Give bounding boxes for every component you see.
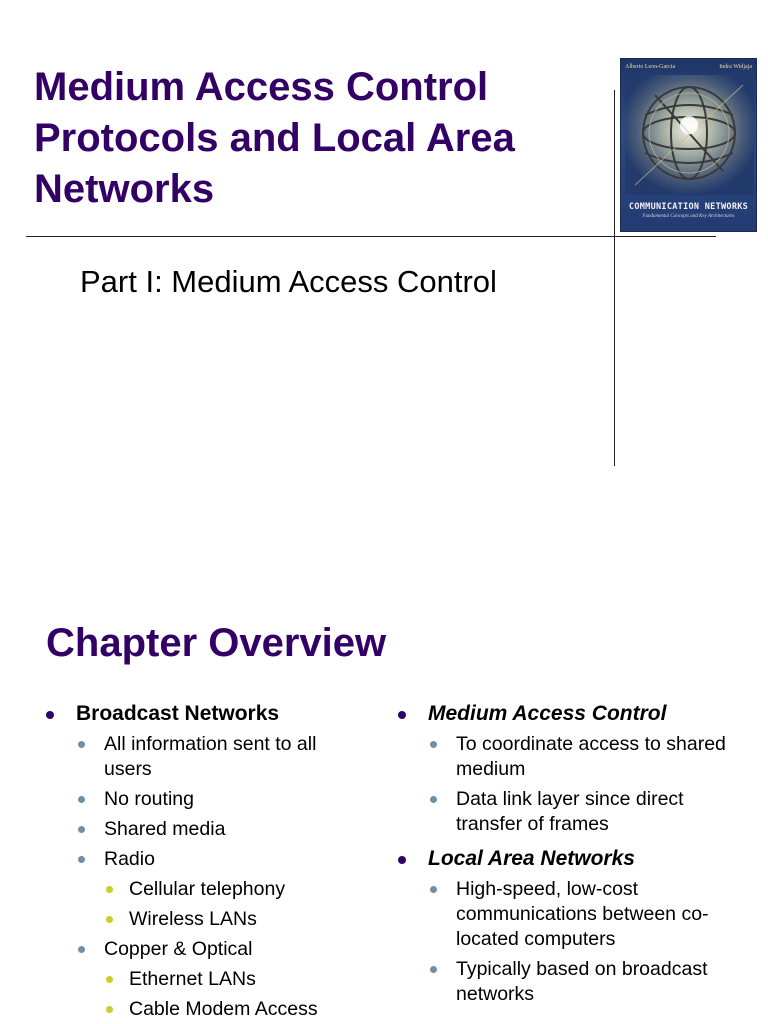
bullet-dot-icon bbox=[430, 966, 437, 973]
bullet-level2 bbox=[44, 787, 364, 812]
bullet-text: No routing bbox=[104, 788, 194, 810]
book-authors bbox=[625, 64, 752, 70]
bullet-text: Broadcast Networks bbox=[76, 702, 280, 725]
left-bullet-column bbox=[44, 700, 364, 1022]
book-cover-image bbox=[620, 58, 757, 232]
bullet-text: Data link layer since direct transfer of frames bbox=[456, 788, 684, 835]
bullet-level1 bbox=[396, 700, 736, 727]
bullet-text: Ethernet LANs bbox=[129, 968, 256, 990]
bullet-dot-icon bbox=[106, 1006, 113, 1013]
bullet-dot-icon bbox=[430, 741, 437, 748]
bullet-level1 bbox=[396, 845, 736, 872]
bullet-dot-icon bbox=[430, 886, 437, 893]
bullet-dot-icon bbox=[46, 711, 54, 719]
bullet-level2 bbox=[396, 732, 736, 782]
bullet-text: Shared media bbox=[104, 818, 226, 840]
bullet-text: Copper & Optical bbox=[104, 938, 253, 960]
bullet-level2 bbox=[44, 732, 364, 782]
bullet-text: Cable Modem Access bbox=[129, 998, 318, 1020]
bullet-dot-icon bbox=[78, 741, 85, 748]
bullet-text: Wireless LANs bbox=[129, 908, 257, 930]
bullet-text: Radio bbox=[104, 848, 155, 870]
book-title-band bbox=[621, 199, 756, 229]
slide-subtitle: Part I: Medium Access Control bbox=[80, 264, 497, 299]
bullet-level2 bbox=[396, 787, 736, 837]
book-author: Indra Widjaja bbox=[719, 64, 752, 70]
title-line: Medium Access Control bbox=[34, 65, 489, 109]
bullet-level3 bbox=[44, 907, 364, 932]
bullet-dot-icon bbox=[398, 711, 406, 719]
bullet-dot-icon bbox=[106, 886, 113, 893]
bullet-level3 bbox=[44, 967, 364, 992]
title-line: Networks bbox=[34, 167, 215, 211]
bullet-dot-icon bbox=[398, 856, 406, 864]
right-bullet-column bbox=[396, 700, 736, 1007]
bullet-text: Typically based on broadcast networks bbox=[456, 958, 708, 1005]
bullet-text: Medium Access Control bbox=[428, 702, 667, 725]
bullet-dot-icon bbox=[106, 916, 113, 923]
bullet-text: Local Area Networks bbox=[428, 847, 635, 870]
slide-title bbox=[34, 62, 614, 215]
bullet-text: Cellular telephony bbox=[129, 878, 286, 900]
overview-slide bbox=[0, 600, 768, 1024]
bullet-dot-icon bbox=[78, 856, 85, 863]
globe-sculpture-illustration bbox=[625, 75, 754, 195]
bullet-level3 bbox=[44, 877, 364, 902]
vertical-divider bbox=[614, 90, 615, 466]
title-line: Protocols and Local Area bbox=[34, 116, 515, 160]
bullet-level2 bbox=[44, 847, 364, 872]
bullet-level2 bbox=[396, 957, 736, 1007]
bullet-level2 bbox=[44, 937, 364, 962]
book-title: COMMUNICATION NETWORKS bbox=[628, 202, 749, 212]
book-author: Alberto Leon-Garcia bbox=[625, 64, 676, 70]
slide-title: Chapter Overview bbox=[46, 621, 387, 665]
bullet-level2 bbox=[396, 877, 736, 952]
bullet-text: To coordinate access to shared medium bbox=[456, 733, 726, 780]
horizontal-divider bbox=[26, 236, 716, 237]
bullet-dot-icon bbox=[78, 796, 85, 803]
bullet-text: All information sent to all users bbox=[104, 733, 317, 780]
bullet-dot-icon bbox=[106, 976, 113, 983]
book-subtitle: Fundamental Concepts and Key Architectures bbox=[642, 214, 735, 219]
bullet-dot-icon bbox=[78, 826, 85, 833]
bullet-level2 bbox=[44, 817, 364, 842]
bullet-text: High-speed, low-cost communications between co-located computers bbox=[456, 878, 709, 950]
bullet-dot-icon bbox=[78, 946, 85, 953]
bullet-dot-icon bbox=[430, 796, 437, 803]
bullet-level1 bbox=[44, 700, 364, 727]
bullet-level3 bbox=[44, 997, 364, 1022]
